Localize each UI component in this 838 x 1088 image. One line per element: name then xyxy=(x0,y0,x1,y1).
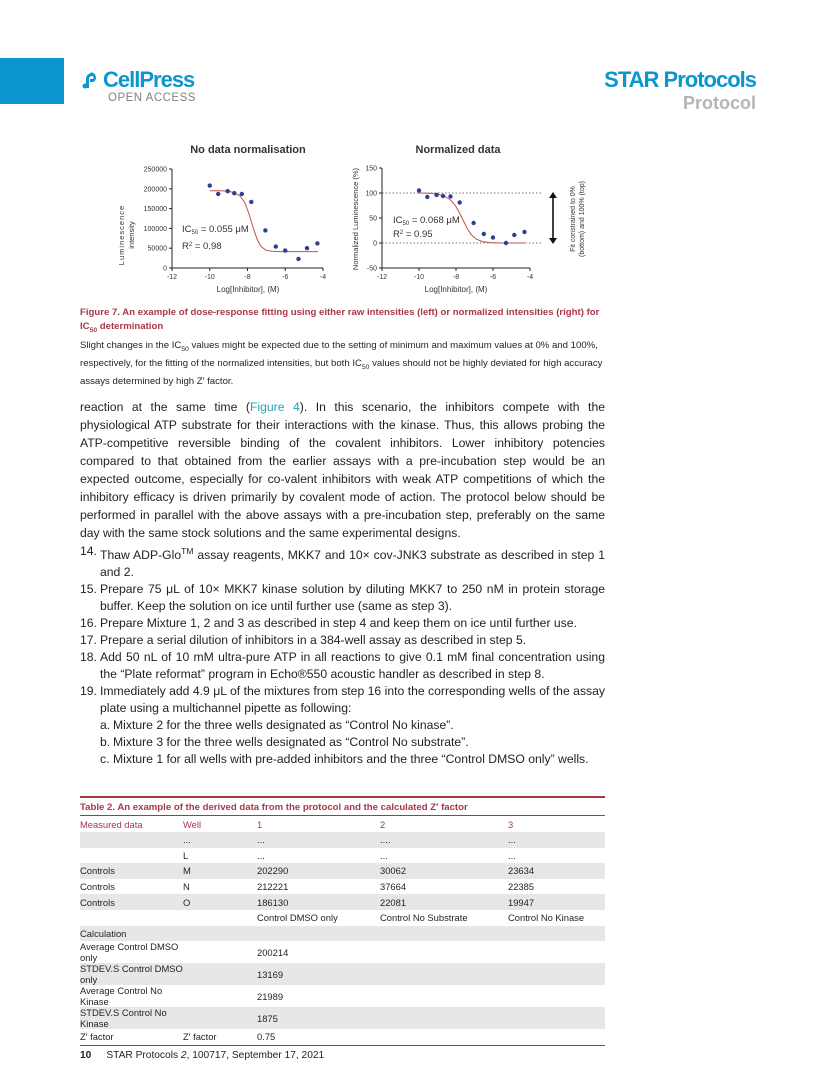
cellpress-logo[interactable] xyxy=(80,67,194,93)
svg-text:150: 150 xyxy=(365,165,377,173)
body-paragraph: reaction at the same time (Figure 4). In this scenario, the inhibitors compete with the physiological ATP substrate for their interactions with the kinase. Thus, this allows probing the ATP-competitive reversible binding of the covalent inhibitors. Lower inhibitory potencies compared to that obtained from the earlier assays with a pre-incubation step would be an expected outcome, especially for co-valent inhibitors with weak ATP competitions of which the inhibitory efficacy is driven primarily by covalent mode of action. The protocol below should be performed in parallel with the above assays with a pre-incubation step, preferably on the same day with the same stock solutions and the same experimental designs. xyxy=(80,400,605,540)
svg-text:-8: -8 xyxy=(452,274,460,281)
journal-name[interactable]: STAR Protocols xyxy=(604,67,756,92)
svg-text:50000: 50000 xyxy=(147,245,167,253)
protocol-steps xyxy=(80,543,605,768)
left-ic50-label: $IC_{50} = 0.055$ μM xyxy=(182,224,249,236)
svg-text:-4: -4 xyxy=(526,274,534,281)
caption-title: Figure 7. An example of dose-response fitting using either raw intensities (left) or normalized intensities (right) for $IC_{50}$ determination xyxy=(80,307,600,335)
step-16: 16. Prepare Mixture 1, 2 and 3 as described in step 4 and keep them on ice until further use. xyxy=(80,616,577,631)
left-xlabel: Log[Inhibitor], (M) xyxy=(216,285,280,294)
svg-text:-10: -10 xyxy=(204,274,215,281)
table-row: Calculation xyxy=(80,926,605,942)
step-18: 18. Add 50 nL of 10 mM ultra-pure ATP in all reactions to give 0.1 mM final concentration using the “Plate reformat” program in Echo®550 acoustic handler as described in step 8. xyxy=(80,650,605,682)
cellpress-logo-icon xyxy=(80,70,100,90)
step-19c: c. Mixture 1 for all wells with pre-added inhibitors and the three “Control DMSO only” wells. xyxy=(100,752,589,767)
svg-text:0: 0 xyxy=(373,240,377,248)
journal-header xyxy=(604,67,756,113)
step-15: 15. Prepare 75 μL of 10× MKK7 kinase solution by diluting MKK7 to 250 nM in protein storage buffer. Keep the solution on ice until further use (same as step 3). xyxy=(80,582,605,614)
step-19: 19. Immediately add 4.9 μL of the mixtures from step 16 into the corresponding wells of the assay plate using a multichannel pipette as following: xyxy=(80,684,605,716)
left-ylabel-2: intensity xyxy=(127,221,136,249)
svg-text:250000: 250000 xyxy=(143,166,167,174)
publisher-name: CellPress xyxy=(103,67,195,92)
step-17: 17. Prepare a serial dilution of inhibitors in a 384-well assay as described in step 5. xyxy=(80,633,527,648)
svg-text:-6: -6 xyxy=(282,274,289,281)
svg-text:50: 50 xyxy=(369,215,377,223)
step-14: 14. Thaw ADP-Glo™ assay reagents, MKK7 and 10× cov-JNK3 substrate as described in step 1 and 2. xyxy=(80,544,605,580)
left-chart xyxy=(117,144,326,294)
brand-color-tab xyxy=(0,58,64,104)
caption-body: Slight changes in the $IC_{50}$ values might be expected due to the setting of minimum and maximum values at 0% and 100%, respectively, for the fitting of the normalized intensities, but both $IC_{50}$ values should not be highly deviated for high accuracy assays determined by high Z′ factor. xyxy=(80,339,603,388)
article-type: Protocol xyxy=(682,93,756,113)
left-chart-title: No data normalisation xyxy=(190,144,306,156)
svg-text:-6: -6 xyxy=(489,274,497,281)
right-r2-label: $R^2 = 0.95$ xyxy=(393,229,433,240)
svg-text:100: 100 xyxy=(365,190,377,198)
right-ic50-label: $IC_{50} = 0.068$ μM xyxy=(393,215,460,227)
dose-response-charts xyxy=(110,135,610,300)
constraint-annotation-1: Fit constrained to 0% xyxy=(570,186,577,252)
svg-text:150000: 150000 xyxy=(143,206,167,214)
table-row: Controls N 212221 37664 22385 xyxy=(80,881,535,893)
table-row: ... ... .... ... xyxy=(80,832,605,848)
figure-4-link[interactable]: Figure 4 xyxy=(249,400,300,414)
svg-text:100000: 100000 xyxy=(143,225,167,233)
svg-text:-12: -12 xyxy=(166,274,178,281)
left-ylabel-1: Luminescence xyxy=(117,204,126,266)
constraint-annotation-2: (bottom) and 100% (top) xyxy=(579,181,586,257)
double-arrow-icon xyxy=(549,192,557,244)
table-title: Table 2. An example of the derived data from the protocol and the calculated Z′ factor xyxy=(80,796,605,816)
right-chart xyxy=(351,144,586,294)
svg-text:0: 0 xyxy=(163,265,167,273)
table-row: Z′ factor Z′ factor 0.75 xyxy=(80,1031,276,1043)
table-bottom-rule xyxy=(80,1045,605,1046)
left-r2-label: $R^2 = 0.98$ xyxy=(182,241,222,252)
page-number: 10 xyxy=(80,1050,92,1061)
table-row: Average Control DMSO only 200214 xyxy=(80,941,289,964)
svg-text:-10: -10 xyxy=(413,274,425,281)
open-access-label: OPEN ACCESS xyxy=(108,92,196,104)
table-row: Control DMSO only Control No Substrate Control No Kinase xyxy=(257,912,585,924)
table-row: STDEV.S Control DMSO only 13169 xyxy=(80,963,605,985)
left-data-points xyxy=(208,183,320,261)
svg-text:-4: -4 xyxy=(319,274,327,281)
svg-text:-50: -50 xyxy=(366,265,377,273)
right-chart-title: Normalized data xyxy=(415,144,501,156)
z-factor-table xyxy=(80,816,605,1045)
svg-text:-12: -12 xyxy=(376,274,388,281)
table-row: L ... ... ... xyxy=(183,849,516,861)
table-row: Controls M 202290 30062 23634 xyxy=(80,863,605,879)
step-19a: a. Mixture 2 for the three wells designated as “Control No kinase”. xyxy=(100,718,454,733)
right-xlabel: Log[Inhibitor], (M) xyxy=(424,285,488,294)
figure-caption xyxy=(80,306,610,390)
table-row: STDEV.S Control No Kinase 1875 xyxy=(80,1007,605,1029)
table-header-row: Measured data Well 1 2 3 xyxy=(80,818,514,830)
svg-text:-8: -8 xyxy=(244,274,251,281)
step-19b: b. Mixture 3 for the three wells designated as “Control No substrate”. xyxy=(100,735,469,750)
figure-7 xyxy=(110,135,610,300)
table-row: Controls O 186130 22081 19947 xyxy=(80,894,605,910)
right-ylabel: Normalized Luminescence (%) xyxy=(351,167,360,271)
table-2 xyxy=(80,796,605,1046)
page-footer: 10 STAR Protocols 2, 100717, September 17, 2021 xyxy=(80,1050,325,1061)
table-row: Average Control No Kinase 21989 xyxy=(80,985,284,1008)
svg-text:200000: 200000 xyxy=(143,186,167,194)
